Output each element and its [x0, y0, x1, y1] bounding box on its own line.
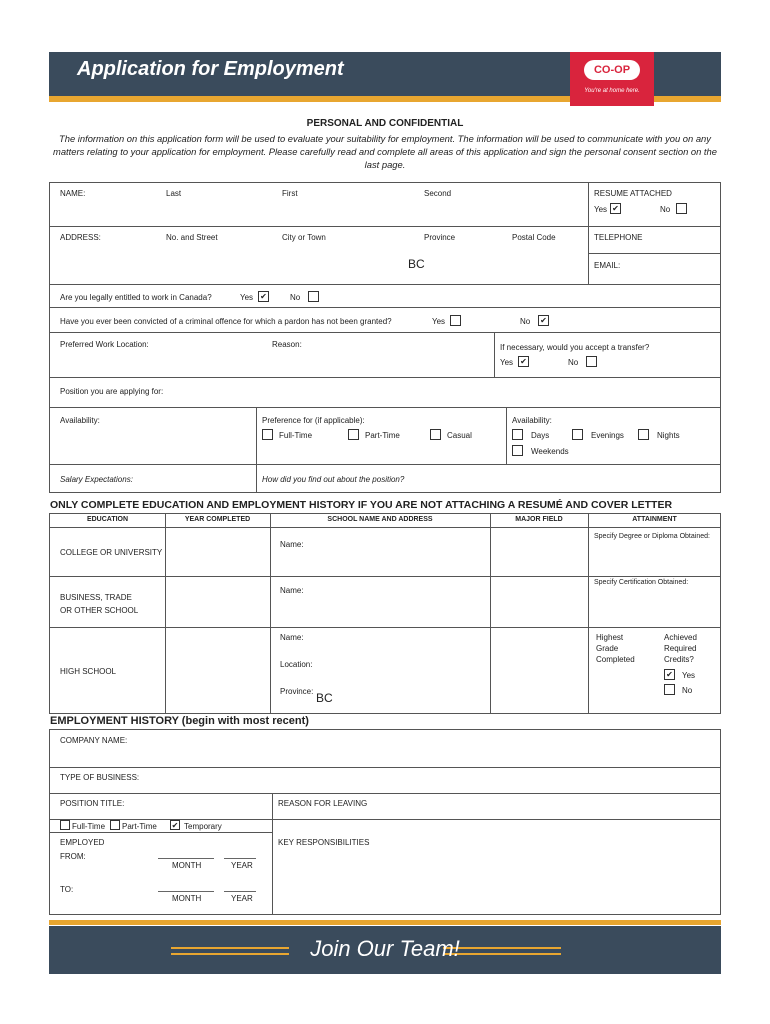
location-row	[49, 332, 721, 378]
availability2-label: Availability:	[512, 416, 552, 425]
criminal-no-label: No	[520, 317, 531, 326]
preference-label: Preference for (if applicable):	[262, 416, 365, 425]
logo-badge: CO-OP	[584, 60, 640, 80]
part-time-label: Part-Time	[365, 431, 400, 440]
address-row	[49, 226, 721, 285]
to-year-label: YEAR	[231, 894, 253, 903]
school-name-header: SCHOOL NAME AND ADDRESS	[327, 516, 433, 523]
education-section-title: ONLY COMPLETE EDUCATION AND EMPLOYMENT HISTORY IF YOU ARE NOT ATTACHING A RESUMÉ AND COVER LETTER	[50, 499, 673, 511]
credits-yes-label: Yes	[682, 671, 696, 680]
nights-label: Nights	[657, 431, 680, 440]
legal-no-checkbox[interactable]	[308, 291, 319, 302]
credits-no-label: No	[682, 686, 693, 695]
business-name-label: Name:	[280, 586, 304, 595]
achieved-label-2: Required	[664, 644, 697, 653]
casual-label: Casual	[447, 431, 472, 440]
education-table	[49, 513, 721, 714]
position-label: Position you are applying for:	[60, 387, 164, 396]
highest-label-3: Completed	[596, 655, 635, 664]
emp-temporary-label: Temporary	[184, 822, 222, 831]
employment-section-title: EMPLOYMENT HISTORY (begin with most recent)	[50, 715, 309, 727]
business-label-2: OR OTHER SCHOOL	[60, 606, 139, 615]
evenings-checkbox[interactable]	[572, 429, 583, 440]
footer-gold-bar	[49, 920, 721, 925]
highest-label-1: Highest	[596, 633, 624, 642]
year-completed-header: YEAR COMPLETED	[184, 516, 251, 523]
transfer-question: If necessary, would you accept a transfer?	[500, 343, 650, 352]
salary-label: Salary Expectations:	[60, 475, 133, 484]
first-name-label: First	[282, 189, 298, 198]
criminal-row	[49, 307, 721, 333]
transfer-yes-label: Yes	[500, 358, 514, 367]
hs-province-label: Province:	[280, 687, 314, 696]
transfer-yes-checkbox[interactable]: ✔	[518, 356, 529, 367]
postal-code-label: Postal Code	[512, 233, 556, 242]
logo-tagline: You're at home here.	[584, 88, 640, 94]
coop-logo	[570, 52, 654, 106]
legal-yes-label: Yes	[240, 293, 254, 302]
province-label: Province	[424, 233, 456, 242]
employment-table	[49, 729, 721, 915]
achieved-label-1: Achieved	[664, 633, 697, 642]
province-value[interactable]: BC	[408, 257, 425, 271]
evenings-label: Evenings	[591, 431, 624, 440]
attainment-header: ATTAINMENT	[632, 516, 677, 523]
second-name-label: Second	[424, 189, 452, 198]
criminal-no-checkbox[interactable]: ✔	[538, 315, 549, 326]
education-header: EDUCATION	[86, 516, 129, 523]
address-label: ADDRESS:	[60, 233, 101, 242]
certification-label: Specify Certification Obtained:	[594, 579, 689, 586]
how-find-label: How did you find out about the position?	[262, 475, 405, 484]
days-label: Days	[531, 431, 550, 440]
last-name-label: Last	[166, 189, 182, 198]
from-label: FROM:	[60, 852, 86, 861]
resume-yes-checkbox[interactable]: ✔	[610, 203, 621, 214]
legal-question: Are you legally entitled to work in Canada?	[60, 293, 212, 302]
full-time-label: Full-Time	[279, 431, 313, 440]
business-label-1: BUSINESS, TRADE	[60, 593, 132, 602]
resume-attached-label: RESUME ATTACHED	[594, 189, 672, 198]
employed-label: EMPLOYED	[60, 838, 105, 847]
criminal-yes-label: Yes	[432, 317, 446, 326]
high-school-label: HIGH SCHOOL	[60, 667, 117, 676]
from-year-label: YEAR	[231, 861, 253, 870]
part-time-checkbox[interactable]	[348, 429, 359, 440]
college-name-label: Name:	[280, 540, 304, 549]
resume-yes-label: Yes	[594, 205, 608, 214]
transfer-no-checkbox[interactable]	[586, 356, 597, 367]
position-title-label: POSITION TITLE:	[60, 799, 125, 808]
name-label: NAME:	[60, 189, 86, 198]
transfer-no-label: No	[568, 358, 579, 367]
intro-text: The information on this application form will be used to evaluate your suitability for employment. The information will be used to communicate with you on any matters relating to your application for employment. Please carefully read and complete all areas of this application and sign the personal consent section on the last page.	[53, 133, 717, 170]
from-month-label: MONTH	[172, 861, 202, 870]
preferred-location-label: Preferred Work Location:	[60, 340, 149, 349]
to-month-label: MONTH	[172, 894, 202, 903]
weekends-checkbox[interactable]	[512, 445, 523, 456]
hs-province-value[interactable]: BC	[316, 691, 333, 705]
telephone-label: TELEPHONE	[594, 233, 643, 242]
credits-no-checkbox[interactable]	[664, 684, 675, 695]
key-responsibilities-label: KEY RESPONSIBILITIES	[278, 838, 370, 847]
emp-temporary-checkbox[interactable]: ✔	[171, 821, 179, 830]
achieved-label-3: Credits?	[664, 655, 694, 664]
emp-part-time-checkbox[interactable]	[110, 820, 120, 830]
nights-checkbox[interactable]	[638, 429, 649, 440]
footer-banner	[49, 926, 721, 974]
casual-checkbox[interactable]	[430, 429, 441, 440]
major-field-header: MAJOR FIELD	[515, 516, 563, 523]
city-label: City or Town	[282, 233, 326, 242]
full-time-checkbox[interactable]	[262, 429, 273, 440]
legal-no-label: No	[290, 293, 301, 302]
form-title: Application for Employment	[77, 58, 344, 80]
college-label: COLLEGE OR UNIVERSITY	[60, 548, 163, 557]
credits-yes-checkbox[interactable]: ✔	[664, 669, 675, 680]
street-label: No. and Street	[166, 233, 218, 242]
resume-no-checkbox[interactable]	[676, 203, 687, 214]
reason-leaving-label: REASON FOR LEAVING	[278, 799, 368, 808]
hs-name-label: Name:	[280, 633, 304, 642]
confidential-title: PERSONAL AND CONFIDENTIAL	[306, 118, 464, 129]
to-label: TO:	[60, 885, 74, 894]
email-label: EMAIL:	[594, 261, 621, 270]
days-checkbox[interactable]	[512, 429, 523, 440]
salary-row	[49, 464, 721, 493]
weekends-label: Weekends	[531, 447, 569, 456]
resume-no-label: No	[660, 205, 671, 214]
position-row	[49, 377, 721, 408]
legal-yes-checkbox[interactable]: ✔	[258, 291, 269, 302]
criminal-yes-checkbox[interactable]	[450, 315, 461, 326]
hs-location-label: Location:	[280, 660, 313, 669]
reason-label: Reason:	[272, 340, 302, 349]
legal-row	[49, 284, 721, 308]
type-of-business-label: TYPE OF BUSINESS:	[60, 773, 140, 782]
degree-label: Specify Degree or Diploma Obtained:	[594, 533, 710, 540]
emp-full-time-label: Full-Time	[72, 822, 106, 831]
emp-part-time-label: Part-Time	[122, 822, 157, 831]
join-our-team-text: Join Our Team!	[310, 936, 460, 961]
name-row	[49, 182, 721, 227]
availability-label: Availability:	[60, 416, 100, 425]
availability-row	[49, 407, 721, 465]
highest-label-2: Grade	[596, 644, 619, 653]
emp-full-time-checkbox[interactable]	[60, 820, 70, 830]
criminal-question: Have you ever been convicted of a criminal offence for which a pardon has not been granted?	[60, 317, 392, 326]
company-name-label: COMPANY NAME:	[60, 736, 128, 745]
